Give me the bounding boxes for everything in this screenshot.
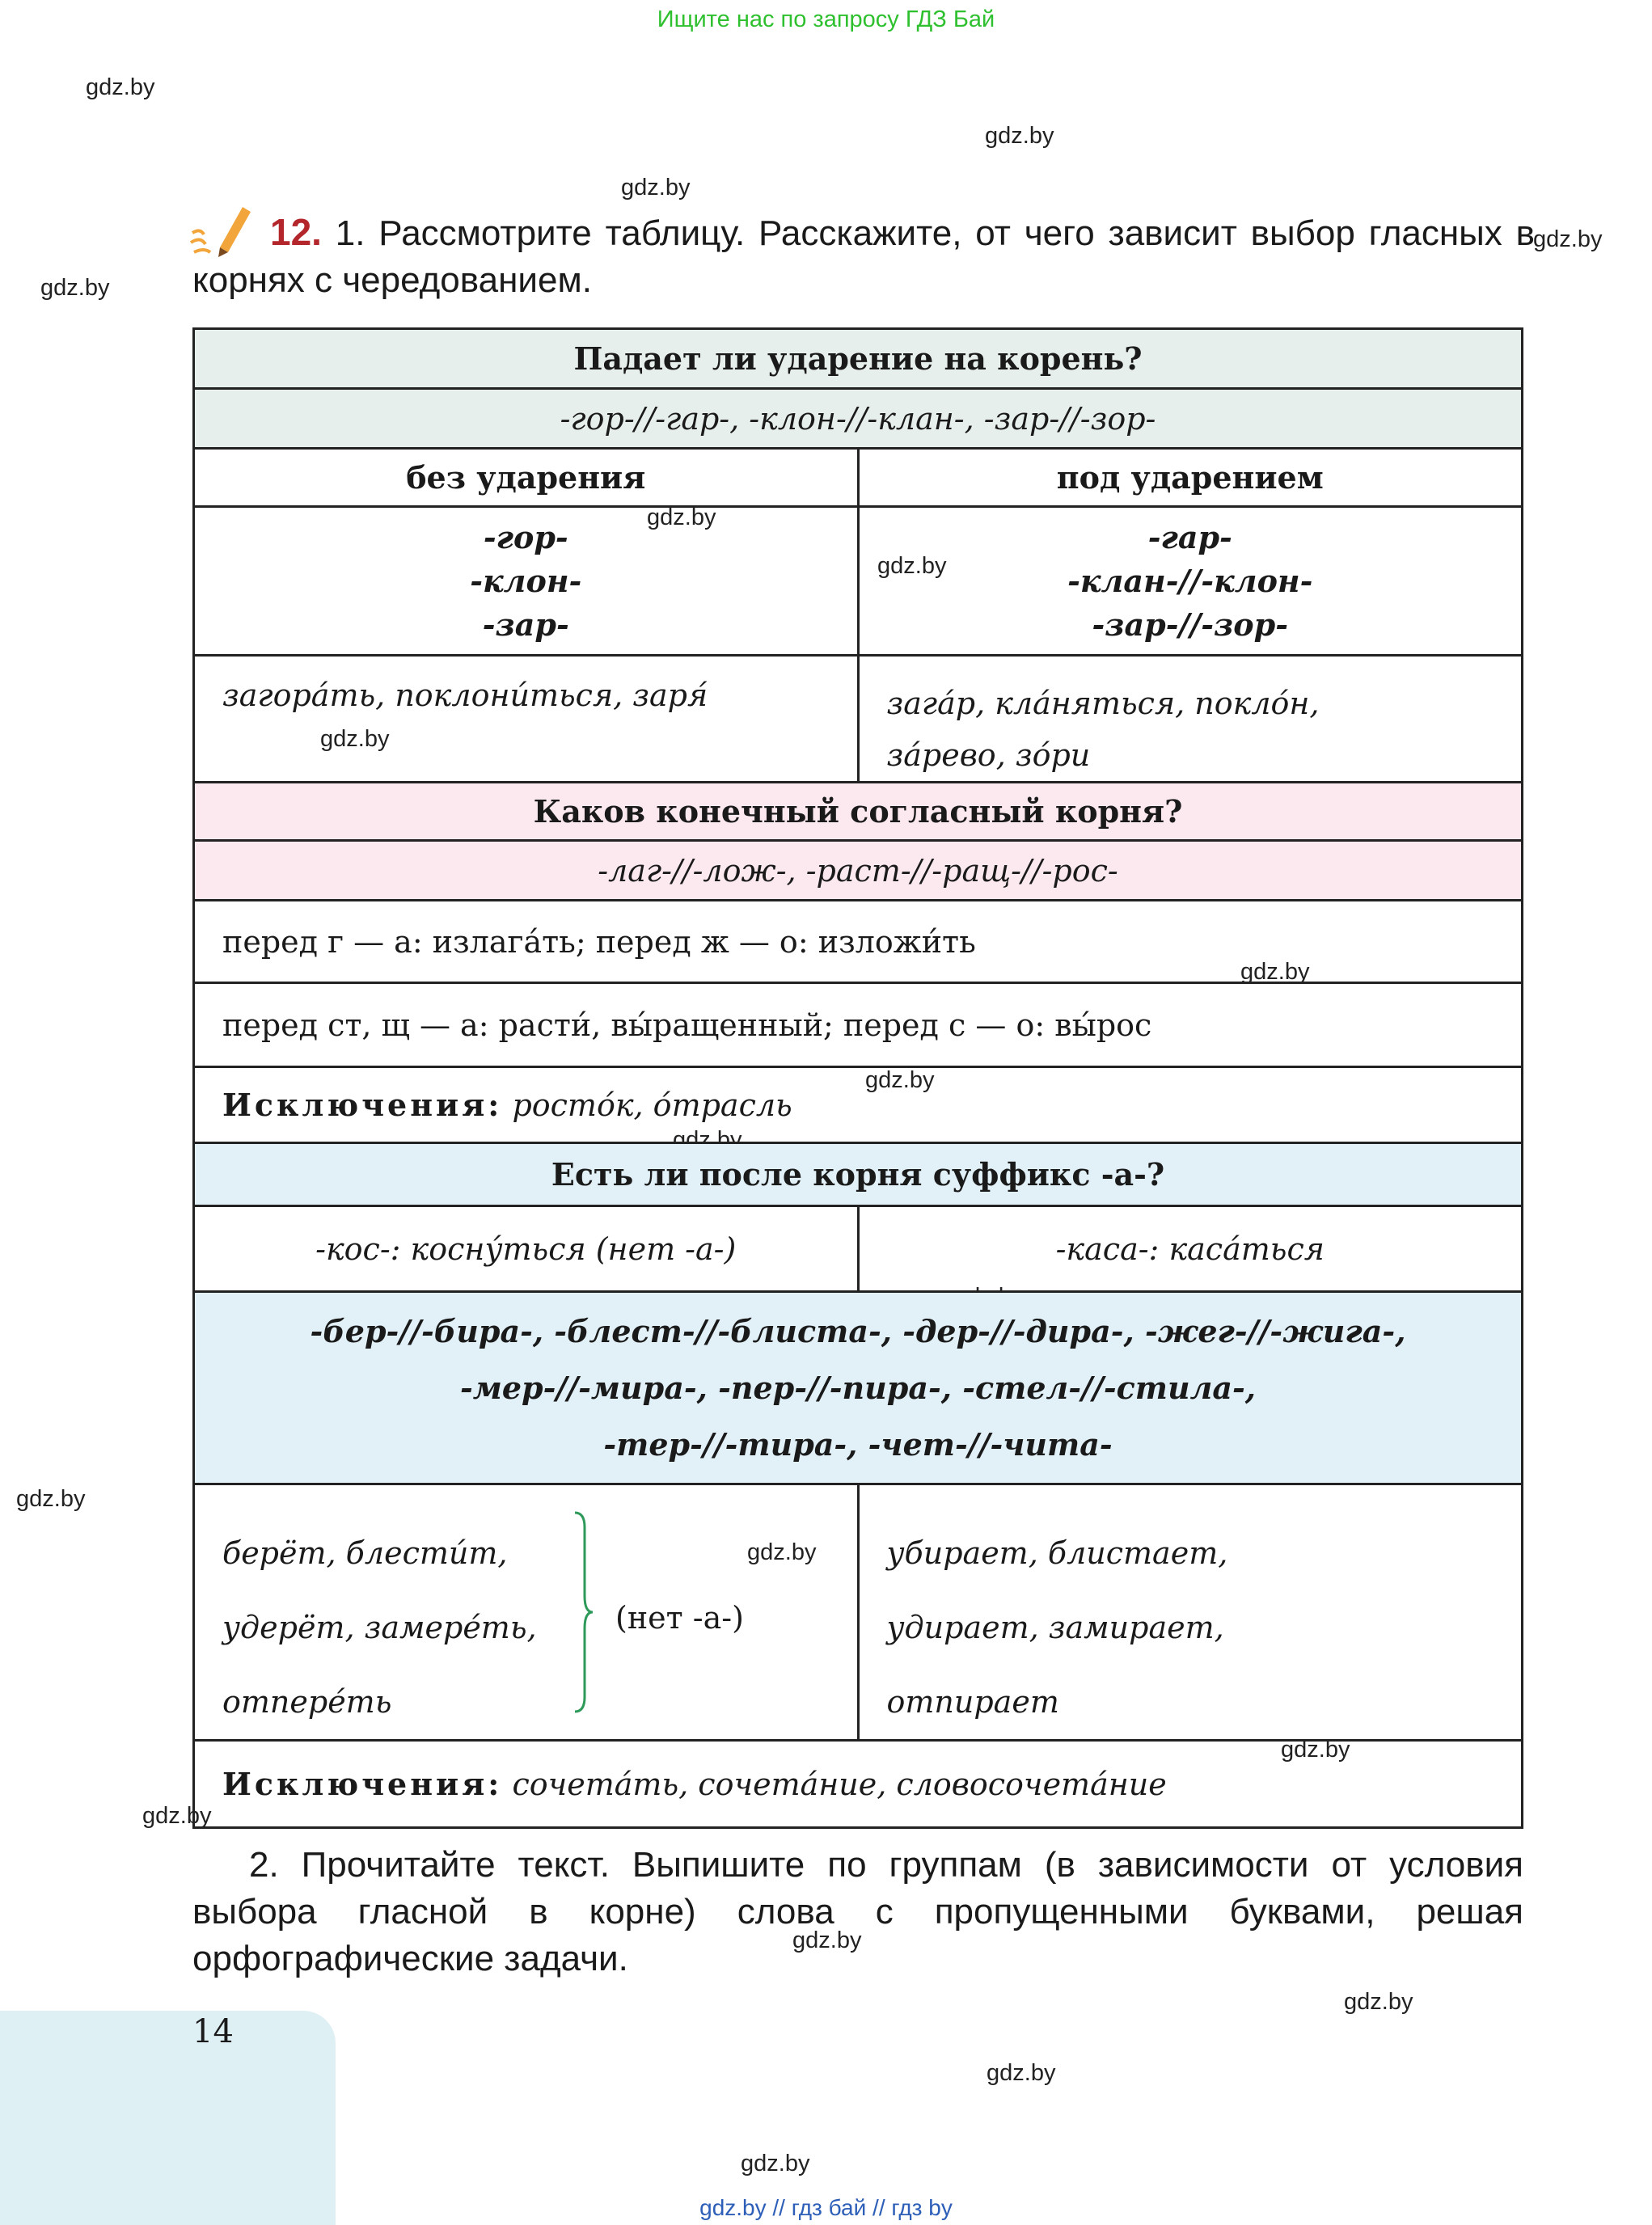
table-row: [194, 449, 1523, 507]
table-row: [194, 901, 1523, 983]
table-row: [194, 783, 1523, 841]
watermark: gdz.by: [792, 1927, 862, 1953]
word-line: отпирает: [886, 1684, 1059, 1720]
pairs-line: -бер-//-бира-, -блест-//-блиста-, -дер-//-дира-, -жег-//-жига-,: [310, 1312, 1406, 1349]
watermark: gdz.by: [747, 1539, 817, 1565]
pairs-line: -тер-//-тира-, -чет-//-чита-: [603, 1425, 1113, 1463]
watermark: gdz.by: [1533, 226, 1603, 252]
exceptions-words: сочета́ть, сочета́ние, словосочета́ние: [512, 1767, 1167, 1802]
exceptions-row: [194, 1067, 1523, 1143]
watermark: gdz.by: [621, 175, 691, 201]
page-number: 14: [192, 2013, 234, 2050]
brace-icon: [573, 1511, 594, 1713]
col-stressed: под ударением: [858, 449, 1523, 507]
watermark: gdz.by: [1310, 338, 1379, 364]
no-a-label: (нет -а-): [615, 1600, 744, 1636]
watermark: gdz.by: [741, 2151, 810, 2176]
roots-consonant: -лаг-//-лож-, -раст-//-ращ-//-рос-: [194, 841, 1523, 901]
question-suffix: Есть ли после корня суффикс -а-?: [194, 1143, 1523, 1206]
root: -гор-: [483, 518, 568, 555]
exceptions-words: росто́к, о́трасль: [512, 1087, 792, 1123]
watermark: gdz.by: [1344, 1989, 1413, 2015]
word-line: отпере́ть: [222, 1684, 392, 1720]
rules-table: [192, 327, 1523, 1829]
watermark: gdz.by: [1281, 1737, 1350, 1763]
table-row: [194, 983, 1523, 1067]
watermark: gdz.by: [865, 1067, 935, 1093]
table-row: [194, 1741, 1523, 1828]
word-line: убирает, блистает,: [886, 1535, 1228, 1571]
example-line: зага́р, кла́няться, покло́н,: [886, 686, 1320, 721]
example-line: за́рево, зо́ри: [886, 737, 1091, 773]
task-1: [192, 209, 1535, 304]
root: -клан-//-клон-: [1067, 562, 1313, 599]
table-row: [194, 1067, 1523, 1143]
exceptions-label: Исключения:: [222, 1766, 503, 1802]
unstressed-roots: [194, 507, 859, 656]
stressed-roots: [858, 507, 1523, 656]
watermark: gdz.by: [501, 823, 571, 849]
table-row: [194, 507, 1523, 656]
watermark: gdz.by: [673, 1127, 742, 1153]
table-row: [194, 1292, 1523, 1484]
root: -зар-//-зор-: [1092, 606, 1288, 643]
watermark: gdz.by: [877, 553, 947, 579]
kos-left: -кос-: косну́ться (нет -а-): [194, 1206, 859, 1292]
task-2-text: 2. Прочитайте текст. Выпишите по группам (в зависимости от условия выбора гласной в корне) слова с пропущенными буквами, решая орфографические задачи.: [192, 1845, 1523, 1978]
col-unstressed: без ударения: [194, 449, 859, 507]
table-row: [194, 1484, 1523, 1741]
task-1-text: 1. Рассмотрите таблицу. Расскажите, от чего зависит выбор гласных в корнях с чередованием.: [192, 213, 1535, 300]
page-corner-box: [0, 2011, 336, 2225]
root: -зар-: [482, 606, 569, 643]
watermark: gdz.by: [985, 123, 1054, 149]
watermark: gdz.by: [1240, 959, 1310, 985]
watermark: gdz.by: [954, 1284, 1024, 1310]
suffix-pairs: [194, 1292, 1523, 1484]
word-line: берёт, блести́т,: [222, 1535, 508, 1571]
watermark: gdz.by: [320, 726, 390, 752]
watermark: gdz.by: [86, 74, 155, 100]
root: -клон-: [470, 562, 582, 599]
watermark: gdz.by: [987, 2060, 1056, 2086]
word-line: удирает, замирает,: [886, 1610, 1224, 1645]
root: -гар-: [1147, 518, 1232, 555]
watermark: gdz.by: [647, 505, 716, 530]
rule-st-sch: перед ст, щ — а: расти́, вы́ращенный; перед с — о: вы́рос: [194, 983, 1523, 1067]
exceptions-row-2: [194, 1741, 1523, 1828]
right-words: [858, 1484, 1523, 1741]
task-number: 12.: [270, 211, 322, 253]
table-row: [194, 841, 1523, 901]
watermark: gdz.by: [1213, 1174, 1282, 1200]
kos-right: -каса-: каса́ться: [858, 1206, 1523, 1292]
word-line: удерёт, замере́ть,: [222, 1610, 537, 1645]
footer-links[interactable]: gdz.by // гдз бай // гдз by: [699, 2195, 953, 2220]
table-row: [194, 1206, 1523, 1292]
pairs-line: -мер-//-мира-, -пер-//-пира-, -стел-//-стила-,: [459, 1369, 1257, 1406]
table-row: [194, 389, 1523, 449]
table-row: [194, 329, 1523, 389]
watermark: gdz.by: [40, 275, 110, 301]
rule-g-zh: перед г — а: излага́ть; перед ж — о: изложи́ть: [194, 901, 1523, 983]
roots-stress: -гор-//-гар-, -клон-//-клан-, -зар-//-зор-: [194, 389, 1523, 449]
unstressed-examples: загора́ть, поклони́ться, заря́: [194, 656, 859, 783]
question-stress: Падает ли ударение на корень?: [194, 329, 1523, 389]
left-words: [194, 1484, 859, 1741]
table-row: [194, 656, 1523, 783]
watermark: gdz.by: [16, 1486, 86, 1512]
top-banner[interactable]: Ищите нас по запросу ГДЗ Бай: [657, 6, 995, 32]
watermark: gdz.by: [142, 1803, 212, 1829]
exceptions-label: Исключения:: [222, 1087, 503, 1123]
table-row: [194, 1143, 1523, 1206]
stressed-examples: [858, 656, 1523, 783]
question-consonant: Каков конечный согласный корня?: [194, 783, 1523, 841]
